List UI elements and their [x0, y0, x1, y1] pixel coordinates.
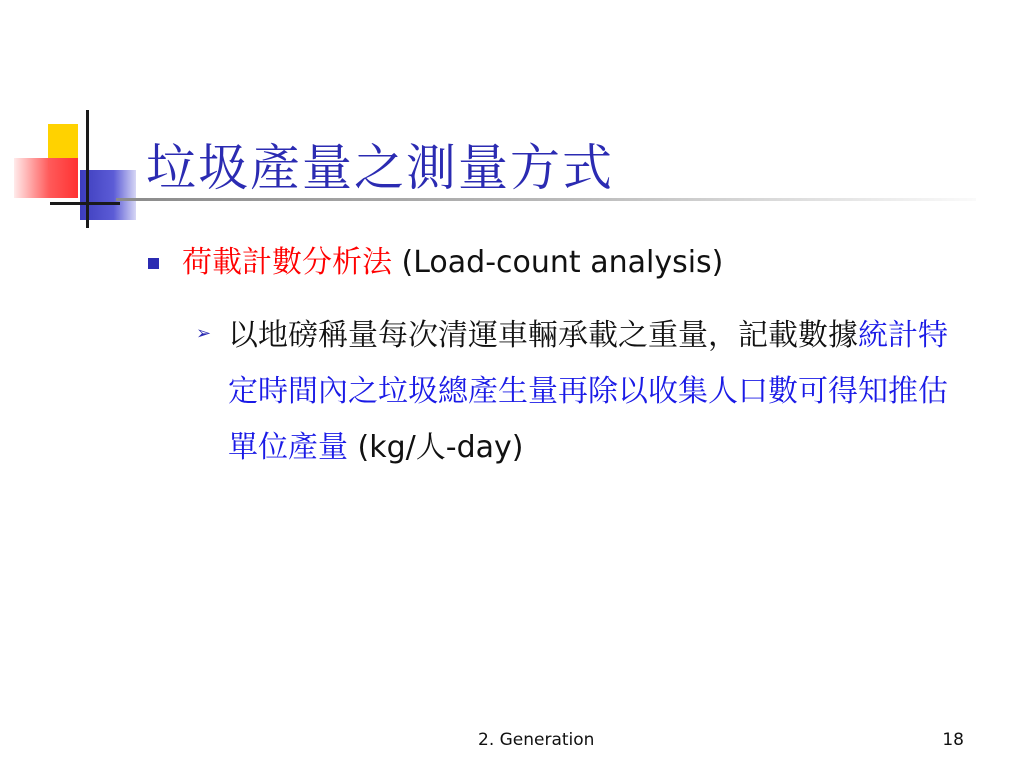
method-name-highlight: 荷載計數分析法: [182, 245, 392, 280]
description-part-1: 以地磅稱量每次清運車輛承載之重量，記載數據: [228, 318, 858, 353]
title-underline: [116, 198, 976, 201]
vertical-line: [86, 110, 89, 228]
description-highlight: 統計特定時間內之垃圾總產生量再除以收集人口數可得知推估單位產量: [228, 318, 948, 465]
footer-section-label: 2. Generation: [478, 730, 595, 750]
slide-title: 垃圾產量之測量方式: [146, 139, 614, 197]
decorative-squares-logo: [0, 0, 140, 230]
unit-text: (kg/人-day): [348, 430, 524, 465]
red-square: [14, 158, 78, 198]
method-name-english: (Load-count analysis): [392, 245, 724, 280]
sub-bullet-item: [196, 308, 966, 476]
square-bullet-icon: [148, 258, 159, 269]
arrow-bullet-icon: ➢: [196, 323, 212, 344]
horizontal-line: [50, 202, 120, 205]
sub-bullet-text: [228, 308, 966, 476]
bullet-item-1: [148, 238, 968, 288]
bullet-1-text: [182, 238, 968, 288]
page-number: 18: [942, 730, 964, 750]
